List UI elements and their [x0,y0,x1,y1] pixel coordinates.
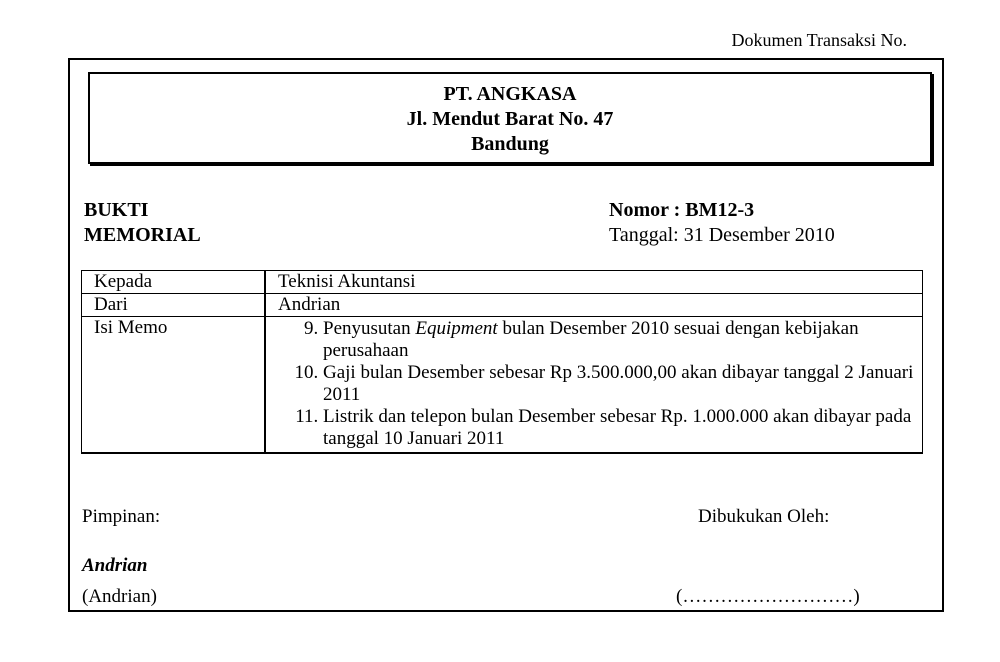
row-label-dari: Dari [82,294,266,317]
row-label-kepada: Kepada [82,271,266,294]
title-line-1: BUKTI [84,199,149,221]
memo-item-10: 10. Gaji bulan Desember sebesar Rp 3.500.000,00 akan dibayar tanggal 2 Januari 2011 [323,362,922,406]
company-name: PT. ANGKASA [443,83,577,105]
company-city: Bandung [471,133,549,155]
document-nomor: Nomor : BM12-3 [609,199,755,221]
signer-name: (Andrian) [82,586,157,607]
memo-item-11: 11. Listrik dan telepon bulan Desember sebesar Rp. 1.000.000 akan dibayar pada tanggal 10 Januari 2011 [323,406,922,450]
signature: Andrian [82,555,148,576]
memo-table [81,270,923,454]
dibukukan-label: Dibukukan Oleh: [698,506,830,527]
table-row [82,271,923,294]
signer-blank: (………………………) [676,586,860,607]
memo-item-9-text-before: Penyusutan [323,318,416,339]
pimpinan-label: Pimpinan: [82,506,161,527]
document-number-label: Dokumen Transaksi No. [731,30,907,50]
company-address: Jl. Mendut Barat No. 47 [406,108,614,130]
memo-list [278,318,922,450]
memo-item-9-text-after: bulan Desember 2010 sesuai dengan kebijakan perusahaan [323,318,859,361]
memo-item-9 [323,318,922,362]
row-value-dari: Andrian [265,294,923,317]
document-title [84,198,201,248]
row-value-kepada: Teknisi Akuntansi [265,271,923,294]
row-value-isi-memo [265,317,923,454]
title-line-2: MEMORIAL [84,224,201,246]
table-row [82,317,923,454]
memo-item-9-text-italic: Equipment [415,318,498,339]
document-meta [609,198,835,248]
document-tanggal: Tanggal: 31 Desember 2010 [609,224,835,246]
table-row [82,294,923,317]
row-label-isi-memo: Isi Memo [82,317,266,454]
company-header-box [88,72,932,164]
